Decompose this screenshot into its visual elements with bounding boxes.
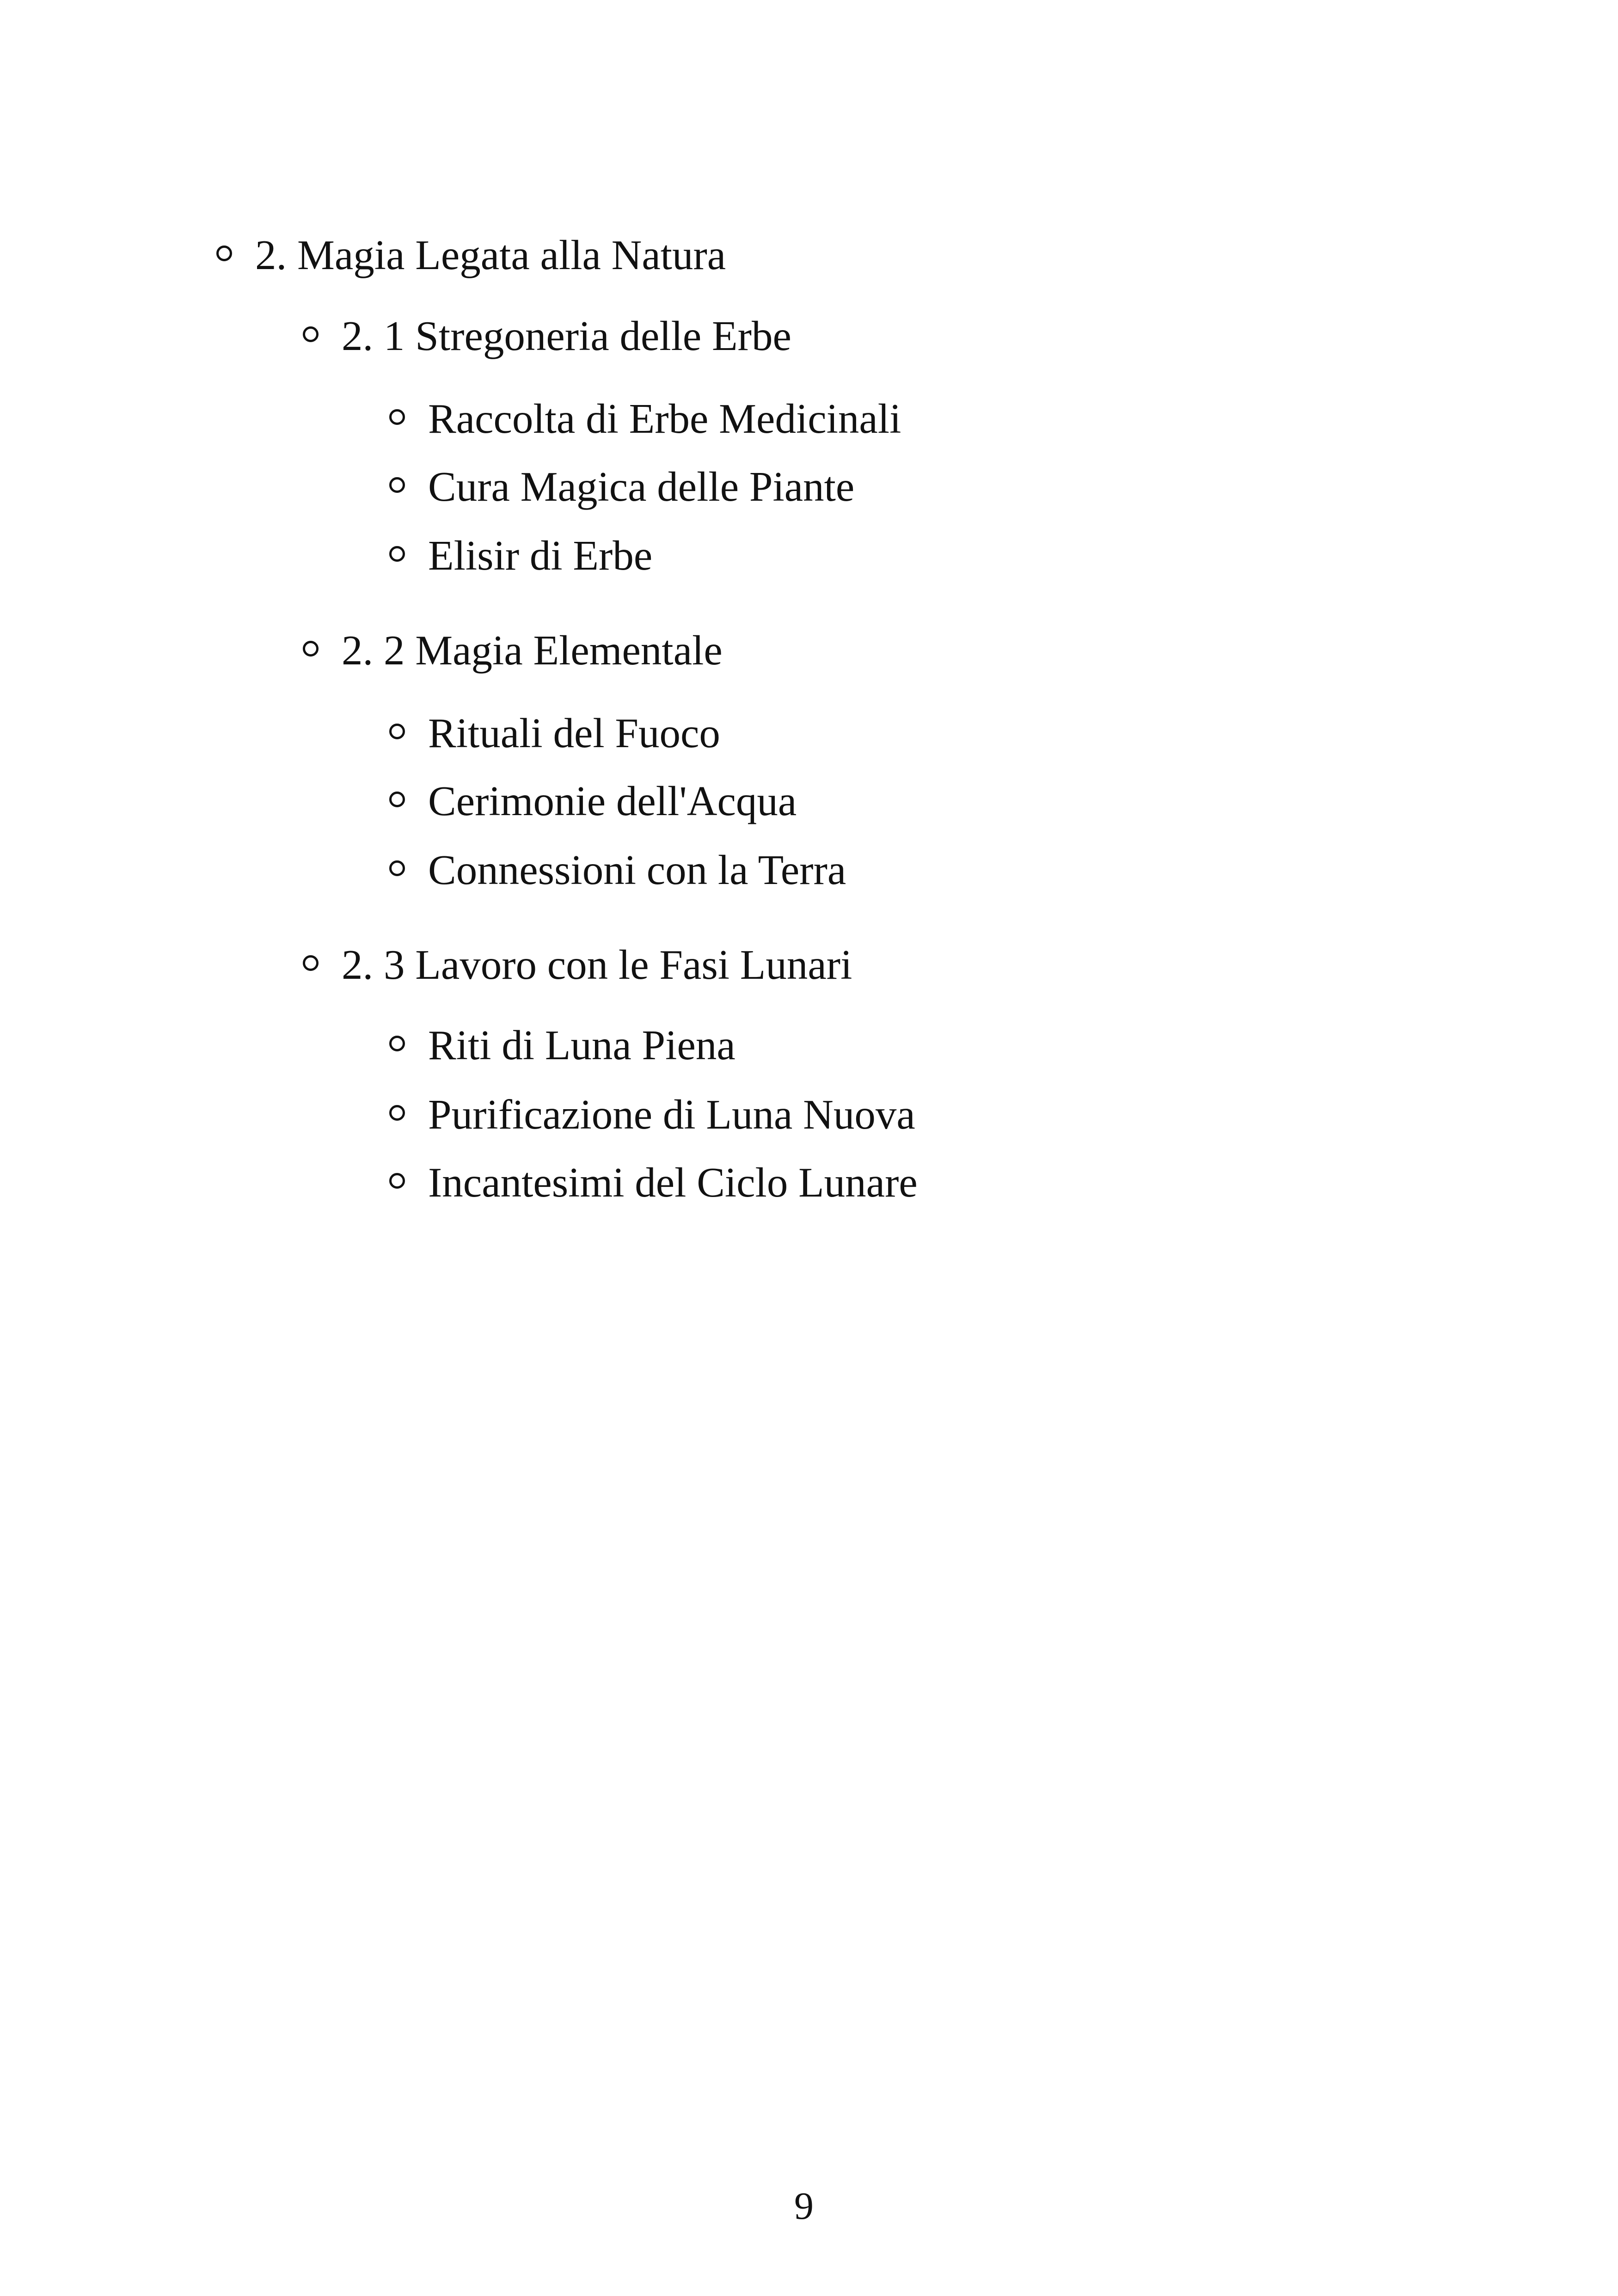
list-item: Raccolta di Erbe Medicinali <box>428 395 901 442</box>
bullet-icon <box>303 641 319 657</box>
bullet-icon <box>389 409 405 425</box>
list-item: Riti di Luna Piena <box>428 1022 735 1068</box>
list-item: Rituali del Fuoco <box>428 710 720 756</box>
bullet-icon <box>389 546 405 562</box>
list-item: Cerimonie dell'Acqua <box>428 778 797 824</box>
bullet-icon <box>303 326 319 342</box>
bullet-icon <box>389 477 405 493</box>
subsection-heading: 2. 3 Lavoro con le Fasi Lunari <box>342 941 852 988</box>
bullet-icon <box>216 246 232 261</box>
list-item: Elisir di Erbe <box>428 532 653 579</box>
subsection-heading: 2. 2 Magia Elementale <box>342 627 723 674</box>
bullet-icon <box>389 860 405 876</box>
bullet-icon <box>389 792 405 807</box>
page-number: 9 <box>794 2185 814 2228</box>
list-item: Connessioni con la Terra <box>428 847 846 893</box>
bullet-icon <box>303 955 319 971</box>
bullet-icon <box>389 724 405 739</box>
list-item: Cura Magica delle Piante <box>428 463 855 510</box>
bullet-icon <box>389 1173 405 1189</box>
list-item: Incantesimi del Ciclo Lunare <box>428 1159 918 1206</box>
bullet-icon <box>389 1036 405 1051</box>
bullet-icon <box>389 1105 405 1121</box>
subsection-heading: 2. 1 Stregoneria delle Erbe <box>342 313 791 359</box>
list-item: Purificazione di Luna Nuova <box>428 1091 915 1138</box>
section-heading: 2. Magia Legata alla Natura <box>255 232 726 278</box>
